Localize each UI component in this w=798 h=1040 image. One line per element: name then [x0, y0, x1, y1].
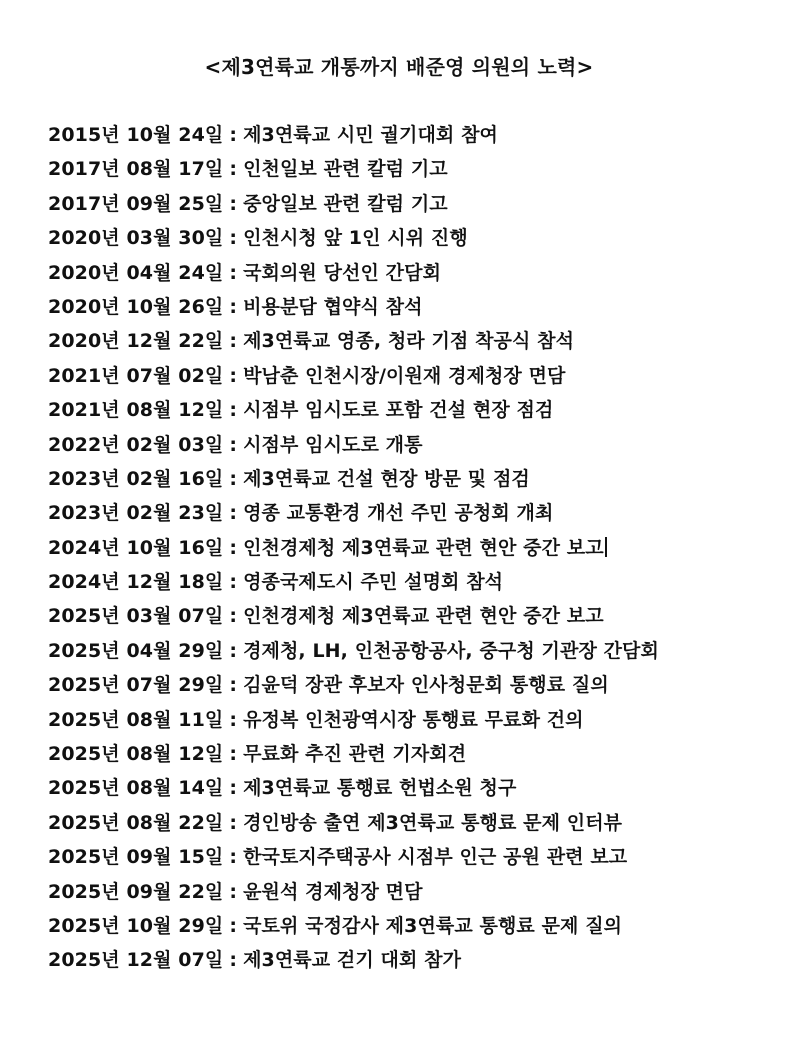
timeline-entry	[48, 462, 659, 496]
entry-date: 2025년 03월 07일	[48, 605, 224, 628]
timeline-entry	[48, 152, 659, 186]
timeline-list	[48, 118, 659, 978]
entry-date: 2023년 02월 16일	[48, 467, 224, 490]
entry-date: 2025년 10월 29일	[48, 914, 224, 937]
entry-separator: :	[229, 124, 238, 146]
entry-separator: :	[229, 295, 238, 318]
entry-date: 2024년 12월 18일	[48, 571, 224, 594]
document-title: <제3연륙교 개통까지 배준영 의원의 노력>	[204, 55, 594, 79]
entry-date: 2020년 12월 22일	[48, 330, 224, 353]
entry-separator: :	[229, 846, 238, 869]
entry-separator: :	[229, 571, 238, 594]
timeline-entry	[48, 393, 659, 427]
entry-text: 김윤덕 장관 후보자 인사청문회 통행료 질의	[243, 674, 609, 697]
entry-date: 2020년 10월 26일	[48, 295, 224, 318]
entry-date: 2017년 08월 17일	[48, 158, 224, 181]
timeline-entry	[48, 909, 659, 943]
entry-separator: :	[229, 811, 238, 834]
entry-text: 제3연륙교 시민 궐기대회 참여	[243, 124, 498, 146]
entry-date: 2025년 08월 11일	[48, 708, 224, 731]
text-cursor	[605, 537, 607, 557]
entry-separator: :	[229, 192, 238, 215]
entry-separator: :	[229, 399, 238, 422]
timeline-entry	[48, 703, 659, 737]
entry-separator: :	[229, 743, 238, 766]
entry-separator: :	[229, 502, 238, 525]
entry-text: 한국토지주택공사 시점부 인근 공원 관련 보고	[243, 846, 628, 869]
timeline-entry	[48, 118, 659, 152]
entry-separator: :	[229, 261, 238, 284]
timeline-entry	[48, 806, 659, 840]
timeline-entry	[48, 428, 659, 462]
entry-text: 영종국제도시 주민 설명회 참석	[243, 571, 504, 594]
entry-text: 유정복 인천광역시장 통행료 무료화 건의	[243, 708, 584, 731]
entry-text: 제3연륙교 건설 현장 방문 및 점검	[243, 467, 530, 490]
entry-separator: :	[229, 433, 238, 456]
timeline-entry	[48, 634, 659, 668]
entry-separator: :	[229, 674, 238, 697]
timeline-entry	[48, 359, 659, 393]
entry-separator: :	[229, 330, 238, 353]
timeline-entry	[48, 943, 659, 977]
entry-date: 2020년 03월 30일	[48, 227, 224, 250]
entry-date: 2025년 12월 07일	[48, 949, 224, 972]
timeline-entry	[48, 531, 659, 565]
entry-separator: :	[229, 777, 238, 800]
entry-date: 2020년 04월 24일	[48, 261, 224, 284]
entry-separator: :	[229, 536, 238, 559]
entry-text: 영종 교통환경 개선 주민 공청회 개최	[243, 502, 554, 525]
entry-separator: :	[229, 227, 238, 250]
entry-text: 제3연륙교 걷기 대회 참가	[243, 949, 462, 972]
entry-date: 2025년 07월 29일	[48, 674, 224, 697]
timeline-entry	[48, 668, 659, 702]
entry-date: 2025년 08월 14일	[48, 777, 224, 800]
entry-separator: :	[229, 708, 238, 731]
entry-text: 제3연륙교 통행료 헌법소원 청구	[243, 777, 517, 800]
entry-date: 2024년 10월 16일	[48, 536, 224, 559]
entry-date: 2025년 08월 12일	[48, 743, 224, 766]
entry-date: 2025년 04월 29일	[48, 639, 224, 662]
entry-separator: :	[229, 914, 238, 937]
entry-date: 2021년 08월 12일	[48, 399, 224, 422]
entry-text: 윤원석 경제청장 면담	[243, 880, 423, 903]
entry-separator: :	[229, 949, 238, 972]
entry-date: 2022년 02월 03일	[48, 433, 224, 456]
entry-text: 국회의원 당선인 간담회	[243, 261, 442, 284]
timeline-entry	[48, 840, 659, 874]
entry-text: 비용분담 협약식 참석	[243, 295, 423, 318]
entry-date: 2015년 10월 24일	[48, 124, 224, 146]
entry-date: 2025년 09월 22일	[48, 880, 224, 903]
entry-separator: :	[229, 467, 238, 490]
entry-separator: :	[229, 158, 238, 181]
entry-date: 2021년 07월 02일	[48, 364, 224, 387]
entry-separator: :	[229, 364, 238, 387]
timeline-entry	[48, 565, 659, 599]
entry-text: 시점부 임시도로 포함 건설 현장 점검	[243, 399, 554, 422]
timeline-entry	[48, 290, 659, 324]
entry-text: 중앙일보 관련 칼럼 기고	[243, 192, 448, 215]
entry-text: 경제청, LH, 인천공항공사, 중구청 기관장 간담회	[243, 639, 659, 662]
entry-text: 무료화 추진 관련 기자회견	[243, 743, 467, 766]
entry-text: 제3연륙교 영종, 청라 기점 착공식 참석	[243, 330, 575, 353]
entry-text: 박남춘 인천시장/이원재 경제청장 면담	[243, 364, 566, 387]
entry-date: 2017년 09월 25일	[48, 192, 224, 215]
timeline-entry	[48, 324, 659, 358]
timeline-entry	[48, 221, 659, 255]
entry-text: 인천시청 앞 1인 시위 진행	[243, 227, 468, 250]
timeline-entry	[48, 737, 659, 771]
entry-text: 인천일보 관련 칼럼 기고	[243, 158, 448, 181]
entry-separator: :	[229, 880, 238, 903]
entry-date: 2023년 02월 23일	[48, 502, 224, 525]
entry-date: 2025년 08월 22일	[48, 811, 224, 834]
entry-separator: :	[229, 639, 238, 662]
timeline-entry	[48, 771, 659, 805]
entry-text: 인천경제청 제3연륙교 관련 현안 중간 보고	[243, 536, 604, 559]
entry-text: 시점부 임시도로 개통	[243, 433, 423, 456]
timeline-entry	[48, 256, 659, 290]
entry-text: 인천경제청 제3연륙교 관련 현안 중간 보고	[243, 605, 604, 628]
entry-text: 국토위 국정감사 제3연륙교 통행료 문제 질의	[243, 914, 623, 937]
entry-text: 경인방송 출연 제3연륙교 통행료 문제 인터뷰	[243, 811, 623, 834]
timeline-entry	[48, 187, 659, 221]
timeline-entry	[48, 496, 659, 530]
timeline-entry	[48, 599, 659, 633]
entry-separator: :	[229, 605, 238, 628]
timeline-entry	[48, 875, 659, 909]
entry-date: 2025년 09월 15일	[48, 846, 224, 869]
